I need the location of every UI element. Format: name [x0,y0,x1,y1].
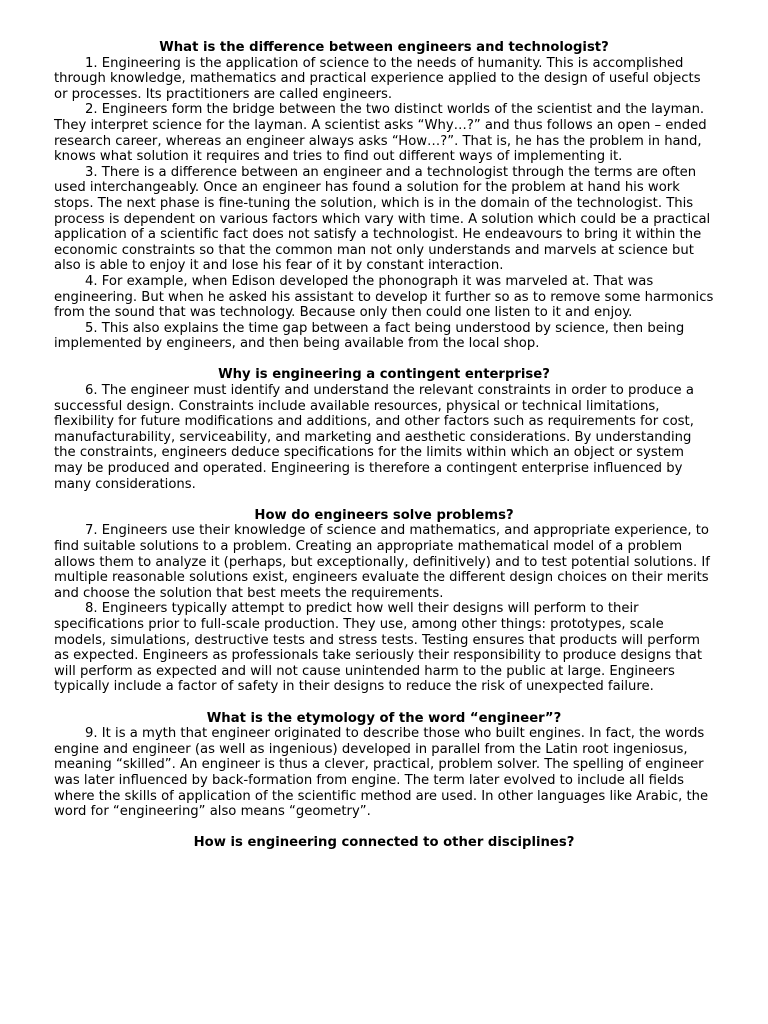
section-difference [54,40,714,352]
paragraph: 3. There is a difference between an engineer and a technologist through the terms are often used interchangeably. Once an engineer has found a solution for the problem at hand his work stops. The next phase is fine-tuning the solution, which is in the domain of the technologist. This process is dependent on various factors which vary with time. A solution which could be a practical application of a scientific fact does not satisfy a technologist. He endeavours to bring it within the economic constraints so that the common man not only understands and marvels at science but also is able to enjoy it and lose his fear of it by constant interaction. [54,164,711,274]
section-heading: What is the difference between engineers and technologist? [159,40,609,55]
section-heading: Why is engineering a contingent enterprise? [218,367,550,383]
paragraph: 8. Engineers typically attempt to predict how well their designs will perform to their specifications prior to full-scale production. They use, among other things: prototypes, scale models, simulations, destructive tests and stress tests. Testing ensures that products will perform as expected. Engineers as professionals take seriously their responsibility to produce designs that will perform as expected and will not cause unintended harm to the public at large. Engineers typically include a factor of safety in their designs to reduce the risk of unexpected failure. [54,601,703,695]
section-solve-problems [54,508,714,695]
paragraph: 7. Engineers use their knowledge of science and mathematics, and appropriate experience, to find suitable solutions to a problem. Creating an appropriate mathematical model of a problem allows them to analyze it (perhaps, but exceptionally, definitively) and to test potential solutions. If multiple reasonable solutions exist, engineers evaluate the different design choices on their merits and choose the solution that best meets the requirements. [54,523,710,601]
paragraph: 4. For example, when Edison developed the phonograph it was marveled at. That was engineering. But when he asked his assistant to develop it further so as to remove some harmonics from the sound that was technology. Because only then could one listen to it and enjoy. [54,273,714,321]
paragraph: 9. It is a myth that engineer originated to describe those who built engines. In fact, the words engine and engineer (as well as ingenious) developed in parallel from the Latin root ingeniosus, meaning “skilled”. An engineer is thus a clever, practical, problem solver. The spelling of engineer was later influenced by back-formation from engine. The term later evolved to include all fields where the skills of application of the scientific method are used. In other languages like Arabic, the word for “engineering” also means “geometry”. [54,726,709,820]
paragraph: 6. The engineer must identify and understand the relevant constraints in order to produce a successful design. Constraints include available resources, physical or technical limitations, flexibility for future modifications and additions, and other factors such as requirements for cost, manufacturability, serviceability, and marketing and aesthetic considerations. By understanding the constraints, engineers deduce specifications for the limits within which an object or system may be produced and operated. Engineering is therefore a contingent enterprise influenced by many considerations. [54,383,694,492]
section-heading: How do engineers solve problems? [254,507,514,523]
paragraph: 2. Engineers form the bridge between the two distinct worlds of the scientist and the layman. They interpret science for the layman. A scientist asks “Why…?” and thus follows an open – ended research career, whereas an engineer always asks “How…?”. That is, he has the problem in hand, knows what solution it requires and tries to find out different ways of implementing it. [54,102,707,165]
section-etymology [54,711,714,820]
section-contingent [54,367,714,492]
paragraph: 5. This also explains the time gap between a fact being understood by science, then being implemented by engineers, and then being available from the local shop. [54,320,685,352]
section-disciplines [54,835,714,851]
section-heading: What is the etymology of the word “engineer”? [206,710,562,726]
section-heading: How is engineering connected to other disciplines? [193,835,575,851]
paragraph: 1. Engineering is the application of science to the needs of humanity. This is accomplished through knowledge, mathematics and practical experience applied to the design of useful objects or processes. Its practitioners are called engineers. [54,55,701,102]
